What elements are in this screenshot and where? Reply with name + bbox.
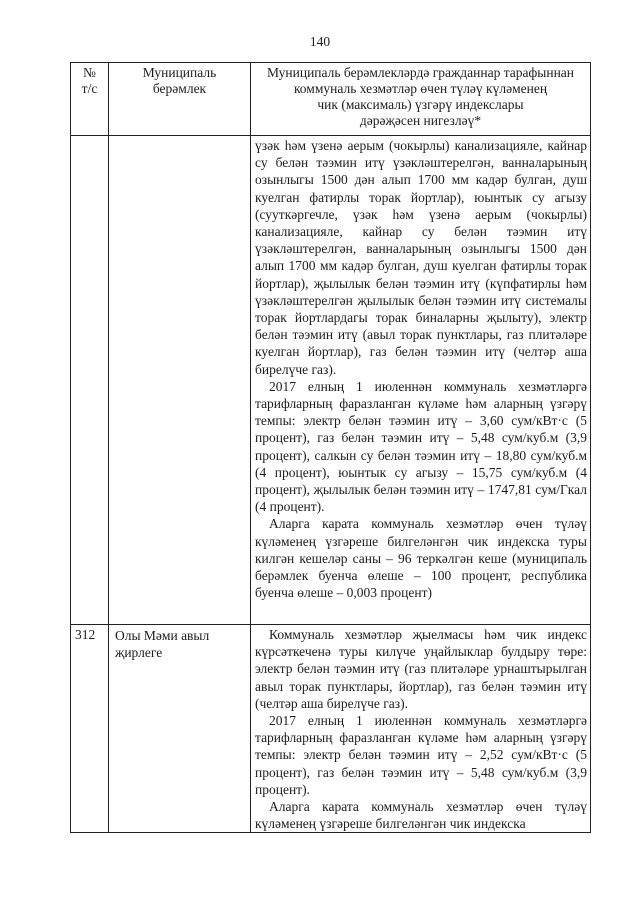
- row-number-cell: [71, 136, 109, 625]
- indices-table: [70, 62, 591, 833]
- municipality-cell: [109, 136, 251, 625]
- header-number: № т/с: [71, 63, 109, 136]
- page-number: 140: [309, 34, 331, 49]
- header-justification: Муниципаль берәмлекләрдә гражданнар тарафыннан коммуналь хезмәтләр өчен түләү күләменең чик (максималь) үзгәрү индекслары дәрәҗәсен нигезләү*: [251, 63, 591, 136]
- justification-cell: [251, 625, 591, 833]
- justification-paragraph: үзәк һәм үзенә аерым (чокырлы) канализацияле, кайнар су белән тәэмин итү үзәкләштерелгән, ванналарының озынлыгы 1500 дән алып 1700 мм кадәр булган, душ куелган фатирлы торак йортлар), юынтык су агызу (сууткәргечле, үзәк һәм үзенә аерым (чокырлы) канализацияле, кайнар су белән тәэмин итү үзәкләштерелгән, ванналарының озынлыгы 1500 дән алып 1700 мм кадәр булган, душ куелган фатирлы торак йортлар), җылылык белән тәэмин итү (күпфатирлы һәм үзәкләштерелгән җылылык белән тәэмин итү системалы торак йортлардагы торак биналарны җылыту), электр белән тәэмин итү (авыл торак пунктлары, газ плитәләре куелган йортлар), газ белән тәэмин итү (челтәр аша бирелүче газ).: [255, 138, 587, 377]
- municipality-cell: Олы Мәми авыл җирлеге: [109, 625, 251, 833]
- justification-paragraph: 2017 елның 1 июленнән коммуналь хезмәтләргә тарифларның фаразланган күләме һәм аларның үзгәрү темпы: электр белән тәэмин итү – 3,60 сум/кВт·с (5 процент), газ белән тәэмин итү – 5,48 сум/куб.м (3,9 процент), салкын су белән тәэмин итү – 18,80 сум/куб.м (4 процент), юынтык су агызу – 15,75 сум/куб.м (4 процент), җылылык белән тәэмин итү – 1747,81 сум/Гкал (4 процент).: [255, 378, 587, 515]
- justification-paragraph: Аларга карата коммуналь хезмәтләр өчен түләү күләменең үзгәреше билгеләнгән чик индекска туры килгән кешеләр саны – 96 теркәлгән кеше (муниципаль берәмлек буенча өлеше – 100 процент, республика буенча өлеше – 0,003 процент): [255, 516, 587, 601]
- table-row: [71, 136, 591, 625]
- table-row: [71, 625, 591, 833]
- justification-cell: [251, 136, 591, 625]
- header-municipality: Муниципаль берәмлек: [109, 63, 251, 136]
- table-header-row: [71, 63, 591, 136]
- justification-paragraph: Аларга карата коммуналь хезмәтләр өчен түләү күләменең үзгәреше билгеләнгән чик индекска: [255, 799, 587, 832]
- justification-paragraph: Коммуналь хезмәтләр җыелмасы һәм чик индекс күрсәткеченә туры килүче уңайлыклар булдыру төре: электр белән тәэмин итү (газ плитәләре урнаштырылган авыл торак пунктлары, йортлар), газ белән тәэмин итү (челтәр аша бирелүче газ).: [255, 627, 587, 711]
- row-number-cell: 312: [71, 625, 109, 833]
- justification-paragraph: 2017 елның 1 июленнән коммуналь хезмәтләргә тарифларның фаразланган күләме һәм аларның үзгәрү темпы: электр белән тәэмин итү – 2,52 сум/кВт·с (5 процент), газ белән тәэмин итү – 5,48 сум/куб.м (3,9 процент).: [255, 713, 587, 797]
